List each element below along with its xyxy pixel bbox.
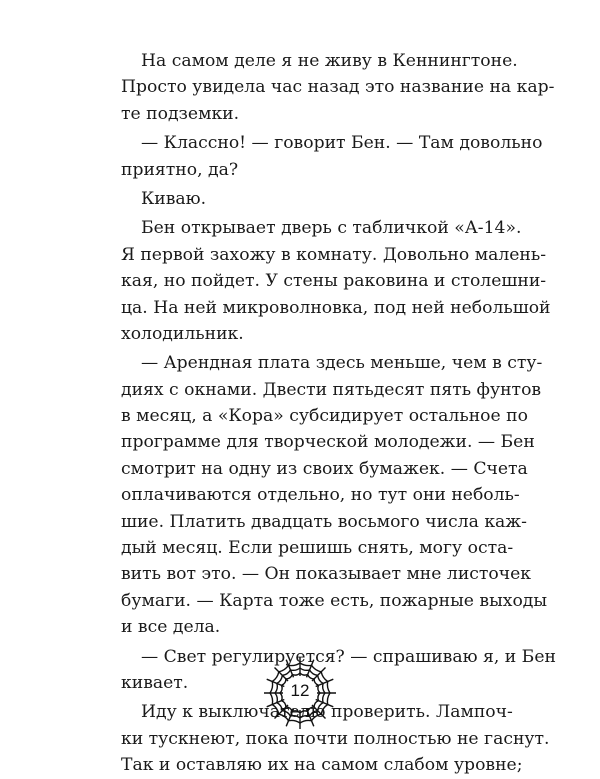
web-spoke (286, 709, 293, 727)
text-line: приятно, да? (121, 159, 239, 180)
text-line: Киваю. (141, 188, 207, 209)
page-number-ornament (262, 655, 338, 731)
text-line: шие. Платить двадцать восьмого числа каж- (121, 511, 527, 532)
text-line: холодильник. (121, 323, 244, 344)
text-line: те подземки. (121, 103, 240, 124)
text-line: и все дела. (121, 617, 221, 638)
text-line: — Классно! — говорит Бен. — Там довольно (141, 133, 543, 154)
web-spoke (307, 709, 314, 727)
text-line: Так и оставляю их на самом слабом уровне; (121, 755, 523, 776)
text-line: На самом деле я не живу в Кеннингтоне. (141, 51, 518, 71)
text-line: кая, но пойдет. У стены раковина и столешни- (121, 271, 547, 292)
text-line: бумаги. — Карта тоже есть, пожарные выходы (121, 590, 548, 611)
text-line: Я первой захожу в комнату. Довольно малень- (121, 244, 547, 265)
text-line: кивает. (121, 672, 189, 693)
text-line: ки тускнеют, пока почти полностью не гаснут. (121, 728, 550, 749)
text-line: Просто увидела час назад это название на кар- (121, 77, 555, 98)
page-number: 12 (290, 681, 310, 700)
web-spoke (286, 660, 293, 678)
text-line: — Арендная плата здесь меньше, чем в сту- (141, 353, 543, 374)
text-line: оплачиваются отдельно, но тут они неболь- (121, 485, 520, 506)
text-line: Бен открывает дверь с табличкой «А-14». (141, 218, 522, 239)
text-line: вить вот это. — Он показывает мне листочек (121, 564, 532, 585)
text-line: смотрит на одну из своих бумажек. — Счета (121, 458, 528, 479)
text-line: в месяц, а «Кора» субсидирует остальное по (121, 406, 528, 427)
text-line: дый месяц. Если решишь снять, могу оста- (121, 538, 514, 559)
text-line: ца. На ней микроволновка, под ней небольшой (121, 297, 551, 318)
web-spoke (307, 660, 314, 678)
text-line: диях с окнами. Двести пятьдесят пять фунтов (121, 379, 542, 400)
text-line: программе для творческой молодежи. — Бен (121, 432, 535, 453)
text-line: — Свет регулируется? — спрашиваю я, и Бен (141, 646, 556, 667)
text-line: Иду к выключателю проверить. Лампоч- (141, 702, 513, 723)
